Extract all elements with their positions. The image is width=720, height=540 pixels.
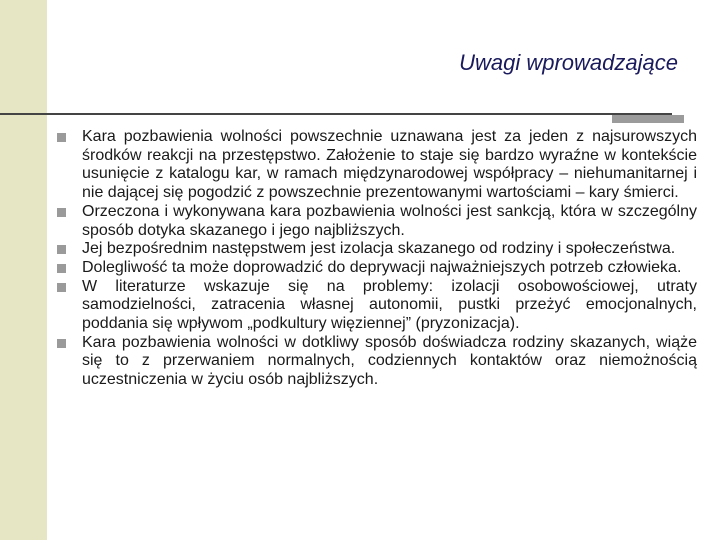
bullet-item bbox=[57, 128, 697, 203]
square-bullet-icon bbox=[57, 208, 66, 217]
bullet-item bbox=[57, 278, 697, 334]
bullet-text: Jej bezpośrednim następstwem jest izolacja skazanego od rodziny i społeczeństwa. bbox=[82, 240, 676, 258]
title-divider-line bbox=[0, 113, 672, 115]
slide-title: Uwagi wprowadzające bbox=[459, 50, 678, 75]
bullet-text: Kara pozbawienia wolności powszechnie uznawana jest za jeden z najsurowszych środków reakcji na przestępstwo. Założenie to staje się bardzo wyraźne w kontekście usunięcie z katalogu kar, w ramach międzynarodowej współpracy – niehumanitarnej i nie dającej się pogodzić z powszechnie prezentowanymi wartościami – kary śmierci. bbox=[82, 128, 697, 202]
bullet-text: W literaturze wskazuje się na problemy: izolacji osobowościowej, utraty samodzielności, zatracenia własnej autonomii, pustki przeżyć emocjonalnych, poddania się wpływom „podkultury więziennej” (pryzonizacja). bbox=[82, 277, 697, 333]
bullet-item bbox=[57, 240, 697, 259]
bullet-text: Kara pozbawienia wolności w dotkliwy sposób doświadcza rodziny skazanych, wiąże się to z przerwaniem normalnych, codziennych kontaktów oraz niemożnością uczestniczenia w życiu osób najbliższych. bbox=[82, 333, 697, 389]
bullet-text: Orzeczona i wykonywana kara pozbawienia wolności jest sankcją, która w szczególny sposób dotyka skazanego i jego najbliższych. bbox=[82, 202, 697, 239]
bullet-list bbox=[57, 128, 697, 390]
square-bullet-icon bbox=[57, 133, 66, 142]
bullet-item bbox=[57, 259, 697, 278]
title-divider-accent bbox=[612, 115, 684, 123]
square-bullet-icon bbox=[57, 283, 66, 292]
bullet-item bbox=[57, 334, 697, 390]
bullet-text: Dolegliwość ta może doprowadzić do deprywacji najważniejszych potrzeb człowieka. bbox=[82, 258, 682, 276]
left-decorative-band bbox=[0, 0, 47, 540]
square-bullet-icon bbox=[57, 245, 66, 254]
square-bullet-icon bbox=[57, 264, 66, 273]
square-bullet-icon bbox=[57, 339, 66, 348]
bullet-item bbox=[57, 203, 697, 240]
